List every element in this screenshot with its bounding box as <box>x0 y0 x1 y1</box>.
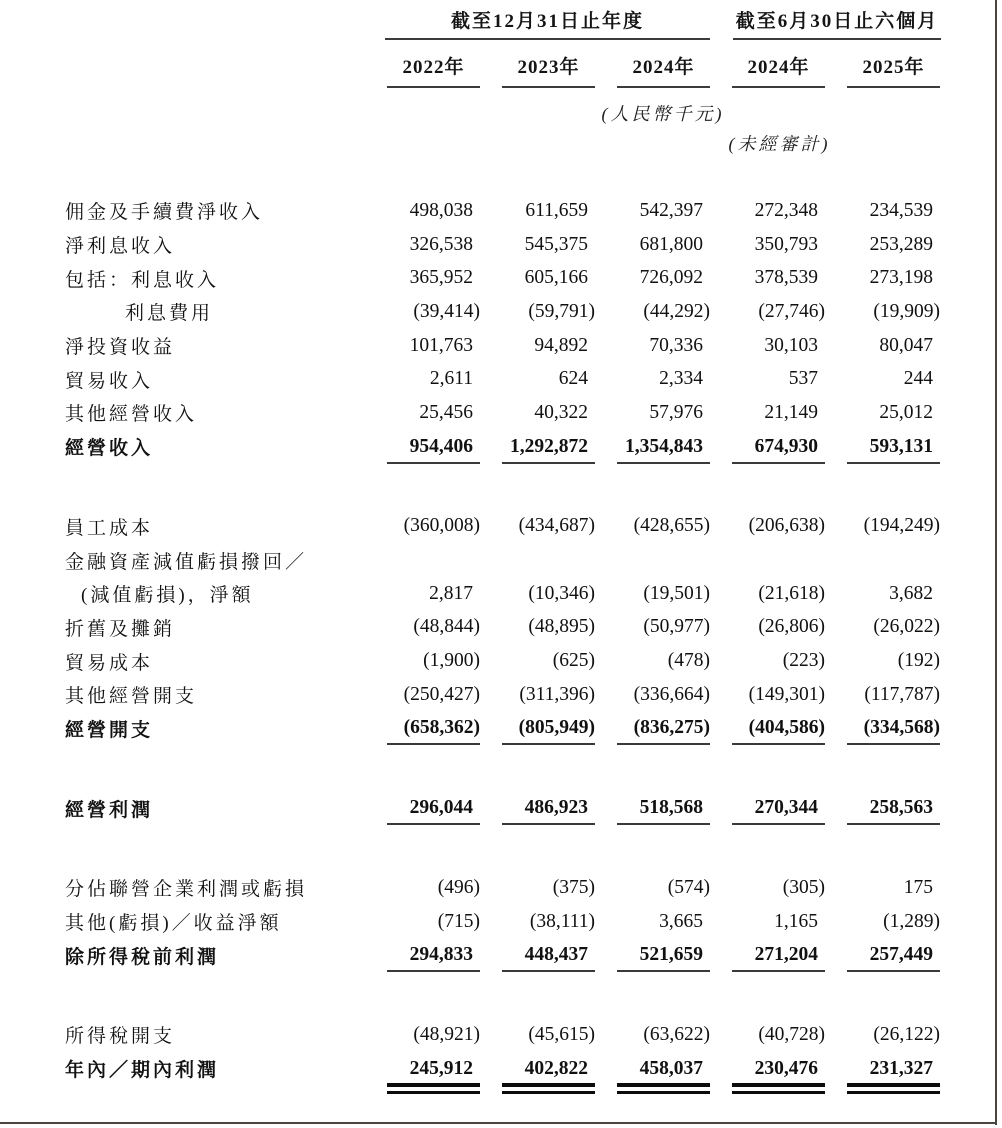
value: 296,044 <box>409 797 473 819</box>
row-label: 除所得稅前利潤 <box>65 946 220 968</box>
row-label: 其他經營收入 <box>65 404 198 426</box>
row-label: 包括：利息收入 <box>65 269 220 291</box>
value-cell <box>480 577 595 611</box>
value: (434,687) <box>518 515 595 537</box>
period-header-annual-label: 截至12月31日止年度 <box>450 11 644 32</box>
period-header-interim <box>733 6 941 40</box>
table-row <box>65 644 940 678</box>
row-label: 貿易收入 <box>65 370 154 392</box>
value-cell <box>825 295 940 329</box>
value-cell <box>710 871 825 905</box>
value-cell <box>480 1052 595 1086</box>
period-header-annual <box>385 6 710 40</box>
value: 272,348 <box>754 199 818 221</box>
column-header-2024: 2024年 <box>617 52 710 88</box>
value: 273,198 <box>869 267 933 289</box>
value-cell <box>595 577 710 611</box>
value-cell <box>710 543 825 577</box>
row-label: 其他經營開支 <box>65 686 198 708</box>
value-cell <box>480 712 595 746</box>
value: (117,787) <box>864 683 940 705</box>
value-cell <box>365 329 480 363</box>
section-gap <box>65 745 940 791</box>
value-cell <box>480 228 595 262</box>
value-cell <box>480 611 595 645</box>
section-gap <box>65 464 940 510</box>
row-label: 分佔聯營企業利潤或虧損 <box>65 879 308 901</box>
value-cell <box>710 611 825 645</box>
value: (223) <box>782 650 825 672</box>
value-cell <box>480 430 595 464</box>
value-cell <box>365 362 480 396</box>
value: 270,344 <box>754 797 818 819</box>
value: 234,539 <box>869 199 933 221</box>
row-label: 經營利潤 <box>65 799 154 821</box>
value-cell <box>710 791 825 825</box>
value: 537 <box>788 368 818 390</box>
value: (63,622) <box>643 1023 710 1045</box>
column-header-2022: 2022年 <box>387 52 480 88</box>
value-cell <box>365 543 480 577</box>
value-cell <box>710 644 825 678</box>
value-cell <box>595 905 710 939</box>
row-label: 利息費用 <box>125 303 214 325</box>
value: 1,354,843 <box>625 435 703 457</box>
value-cell <box>825 1018 940 1052</box>
value: (311,396) <box>519 683 595 705</box>
row-label: 淨投資收益 <box>65 337 176 359</box>
value: (19,501) <box>643 582 710 604</box>
value-cell <box>480 871 595 905</box>
value: 681,800 <box>639 233 703 255</box>
value: (658,362) <box>403 717 480 739</box>
value: (305) <box>782 876 825 898</box>
value-cell <box>365 1052 480 1086</box>
value: (836,275) <box>633 717 710 739</box>
value-cell <box>825 712 940 746</box>
value-cell <box>365 871 480 905</box>
table-row <box>65 712 940 746</box>
section-gap <box>65 972 940 1018</box>
value: (334,568) <box>863 717 940 739</box>
value: 70,336 <box>649 334 703 356</box>
value: (48,921) <box>413 1023 480 1045</box>
table-row <box>65 905 940 939</box>
value-cell <box>825 510 940 544</box>
value: (59,791) <box>528 300 595 322</box>
value-cell <box>595 938 710 972</box>
value-cell <box>365 791 480 825</box>
value: (27,746) <box>758 300 825 322</box>
value: 521,659 <box>639 944 703 966</box>
value-cell <box>825 678 940 712</box>
value: (496) <box>437 876 480 898</box>
table-row <box>65 228 940 262</box>
value: (428,655) <box>633 515 710 537</box>
value: 498,038 <box>409 199 473 221</box>
page-edge-bottom <box>0 1122 997 1125</box>
value-cell <box>480 295 595 329</box>
value: 448,437 <box>524 944 588 966</box>
value: 25,012 <box>879 401 933 423</box>
value-cell <box>595 228 710 262</box>
value: 25,456 <box>419 401 473 423</box>
value: (1,289) <box>883 910 940 932</box>
value-cell <box>595 194 710 228</box>
table-row <box>65 194 940 228</box>
value-cell <box>480 396 595 430</box>
value-cell <box>825 791 940 825</box>
value-cell <box>480 194 595 228</box>
row-label: 員工成本 <box>65 517 154 539</box>
value-cell <box>480 938 595 972</box>
value-cell <box>710 1052 825 1086</box>
value-cell <box>825 194 940 228</box>
value: 231,327 <box>869 1057 933 1079</box>
value: 1,165 <box>774 910 818 932</box>
table-row <box>65 510 940 544</box>
value: 21,149 <box>764 401 818 423</box>
value: (805,949) <box>518 717 595 739</box>
value: 230,476 <box>754 1057 818 1079</box>
value: (48,844) <box>413 616 480 638</box>
value: 253,289 <box>869 233 933 255</box>
value: 3,665 <box>659 910 703 932</box>
value: (26,022) <box>873 616 940 638</box>
column-header-2024-interim: 2024年 <box>732 52 825 88</box>
value-cell <box>710 396 825 430</box>
value: (194,249) <box>863 515 940 537</box>
value: (44,292) <box>643 300 710 322</box>
value: 101,763 <box>409 334 473 356</box>
table-row <box>65 543 940 577</box>
table-row <box>65 329 940 363</box>
row-label: 貿易成本 <box>65 652 154 674</box>
value-cell <box>595 261 710 295</box>
table-row <box>65 611 940 645</box>
table-row <box>65 396 940 430</box>
value-cell <box>710 228 825 262</box>
value-cell <box>825 228 940 262</box>
value-cell <box>825 611 940 645</box>
value-cell <box>825 1052 940 1086</box>
value-cell <box>365 228 480 262</box>
value: (39,414) <box>413 300 480 322</box>
value-cell <box>480 791 595 825</box>
row-label: 所得稅開支 <box>65 1026 176 1048</box>
row-label: 佣金及手續費淨收入 <box>65 202 264 224</box>
value: 57,976 <box>649 401 703 423</box>
value-cell <box>595 396 710 430</box>
period-header-interim-label: 截至6月30日止六個月 <box>735 11 939 32</box>
currency-unit-note: (人民幣千元) <box>601 104 725 124</box>
value-cell <box>595 543 710 577</box>
value-cell <box>365 905 480 939</box>
row-label: 其他(虧損)／收益淨額 <box>65 913 282 935</box>
value: 593,131 <box>869 435 933 457</box>
value: (404,586) <box>748 717 825 739</box>
value-cell <box>480 329 595 363</box>
value-cell <box>365 611 480 645</box>
table-row <box>65 871 940 905</box>
value: 40,322 <box>534 401 588 423</box>
value-cell <box>480 362 595 396</box>
value: (48,895) <box>528 616 595 638</box>
value: 611,659 <box>525 199 588 221</box>
value-cell <box>825 430 940 464</box>
value-cell <box>365 712 480 746</box>
value-cell <box>365 396 480 430</box>
column-header-2025-interim: 2025年 <box>847 52 940 88</box>
value: 605,166 <box>524 267 588 289</box>
value-cell <box>825 261 940 295</box>
value-cell <box>710 430 825 464</box>
value: 726,092 <box>639 267 703 289</box>
value-cell <box>710 905 825 939</box>
value: (38,111) <box>529 910 595 932</box>
value-cell <box>595 644 710 678</box>
table-row <box>65 791 940 825</box>
value: 545,375 <box>524 233 588 255</box>
value-cell <box>595 329 710 363</box>
value-cell <box>595 791 710 825</box>
value: 2,817 <box>429 582 473 604</box>
value: (478) <box>667 650 710 672</box>
section-gap <box>65 825 940 871</box>
value-cell <box>365 577 480 611</box>
table-row <box>65 261 940 295</box>
value-cell <box>595 430 710 464</box>
value: 80,047 <box>879 334 933 356</box>
row-label: 經營收入 <box>65 438 154 460</box>
value-cell <box>595 712 710 746</box>
income-statement-table <box>65 194 940 1085</box>
value: 350,793 <box>754 233 818 255</box>
value-cell <box>710 712 825 746</box>
value-cell <box>825 543 940 577</box>
value-cell <box>710 329 825 363</box>
column-header-2023: 2023年 <box>502 52 595 88</box>
value-cell <box>595 295 710 329</box>
row-label: 折舊及攤銷 <box>65 618 176 640</box>
value-cell <box>595 871 710 905</box>
value: (45,615) <box>528 1023 595 1045</box>
value-cell <box>595 611 710 645</box>
value-cell <box>365 261 480 295</box>
value-cell <box>710 577 825 611</box>
value-cell <box>595 362 710 396</box>
value-cell <box>710 194 825 228</box>
value: 402,822 <box>524 1057 588 1079</box>
value-cell <box>480 510 595 544</box>
value: 294,833 <box>409 944 473 966</box>
value-cell <box>480 644 595 678</box>
row-label: 年內／期內利潤 <box>65 1060 220 1082</box>
table-row <box>65 678 940 712</box>
value-cell <box>365 1018 480 1052</box>
value: 1,292,872 <box>510 435 588 457</box>
value-cell <box>595 678 710 712</box>
value-cell <box>825 644 940 678</box>
value-cell <box>825 905 940 939</box>
value: (360,008) <box>403 515 480 537</box>
row-label: 金融資產減值虧損撥回／ <box>65 551 308 573</box>
value: 486,923 <box>524 797 588 819</box>
value: (26,806) <box>758 616 825 638</box>
table-row <box>65 362 940 396</box>
value-cell <box>365 678 480 712</box>
value: 542,397 <box>639 199 703 221</box>
value-cell <box>825 871 940 905</box>
table-row <box>65 1052 940 1086</box>
value: 954,406 <box>409 435 473 457</box>
value: 245,912 <box>409 1057 473 1079</box>
value-cell <box>595 1018 710 1052</box>
value: (336,664) <box>633 683 710 705</box>
value-cell <box>365 295 480 329</box>
value: 2,334 <box>659 368 703 390</box>
value: 94,892 <box>534 334 588 356</box>
value: 674,930 <box>754 435 818 457</box>
value-cell <box>825 329 940 363</box>
value: (715) <box>437 910 480 932</box>
value: (375) <box>552 876 595 898</box>
value: 378,539 <box>754 267 818 289</box>
value: (10,346) <box>528 582 595 604</box>
value-cell <box>480 678 595 712</box>
value-cell <box>595 1052 710 1086</box>
row-label: (減值虧損)，淨額 <box>81 585 254 607</box>
value-cell <box>710 362 825 396</box>
value-cell <box>365 644 480 678</box>
value: (26,122) <box>873 1023 940 1045</box>
value-cell <box>365 938 480 972</box>
value: 3,682 <box>889 582 933 604</box>
value: (149,301) <box>748 683 825 705</box>
value: (1,900) <box>423 650 480 672</box>
value: 458,037 <box>639 1057 703 1079</box>
value-cell <box>710 261 825 295</box>
value-cell <box>710 510 825 544</box>
value: (192) <box>897 650 940 672</box>
value: 326,538 <box>409 233 473 255</box>
value-cell <box>480 905 595 939</box>
value: 175 <box>903 876 933 898</box>
row-label: 淨利息收入 <box>65 236 176 258</box>
value: 271,204 <box>754 944 818 966</box>
value-cell <box>825 938 940 972</box>
value-cell <box>825 396 940 430</box>
value: 258,563 <box>869 797 933 819</box>
value-cell <box>710 938 825 972</box>
value-cell <box>365 510 480 544</box>
value: (21,618) <box>758 582 825 604</box>
value-cell <box>595 510 710 544</box>
value: 30,103 <box>764 334 818 356</box>
page-edge-right <box>995 0 998 1125</box>
value: 244 <box>903 368 933 390</box>
value: 365,952 <box>409 267 473 289</box>
value: 518,568 <box>639 797 703 819</box>
table-row <box>65 938 940 972</box>
value: (574) <box>667 876 710 898</box>
value-cell <box>825 362 940 396</box>
value-cell <box>710 678 825 712</box>
value: (250,427) <box>403 683 480 705</box>
value: 2,611 <box>429 368 473 390</box>
value-cell <box>480 543 595 577</box>
value-cell <box>710 295 825 329</box>
table-row <box>65 1018 940 1052</box>
value: 257,449 <box>869 944 933 966</box>
value-cell <box>825 577 940 611</box>
value: 624 <box>558 368 588 390</box>
value: (50,977) <box>643 616 710 638</box>
table-row <box>65 577 940 611</box>
value: (19,909) <box>873 300 940 322</box>
value: (40,728) <box>758 1023 825 1045</box>
value-cell <box>365 430 480 464</box>
value-cell <box>480 261 595 295</box>
value: (206,638) <box>748 515 825 537</box>
unaudited-note: (未經審計) <box>728 134 831 154</box>
table-row <box>65 430 940 464</box>
row-label: 經營開支 <box>65 719 154 741</box>
value: (625) <box>552 650 595 672</box>
value-cell <box>480 1018 595 1052</box>
table-row <box>65 295 940 329</box>
value-cell <box>710 1018 825 1052</box>
value-cell <box>365 194 480 228</box>
